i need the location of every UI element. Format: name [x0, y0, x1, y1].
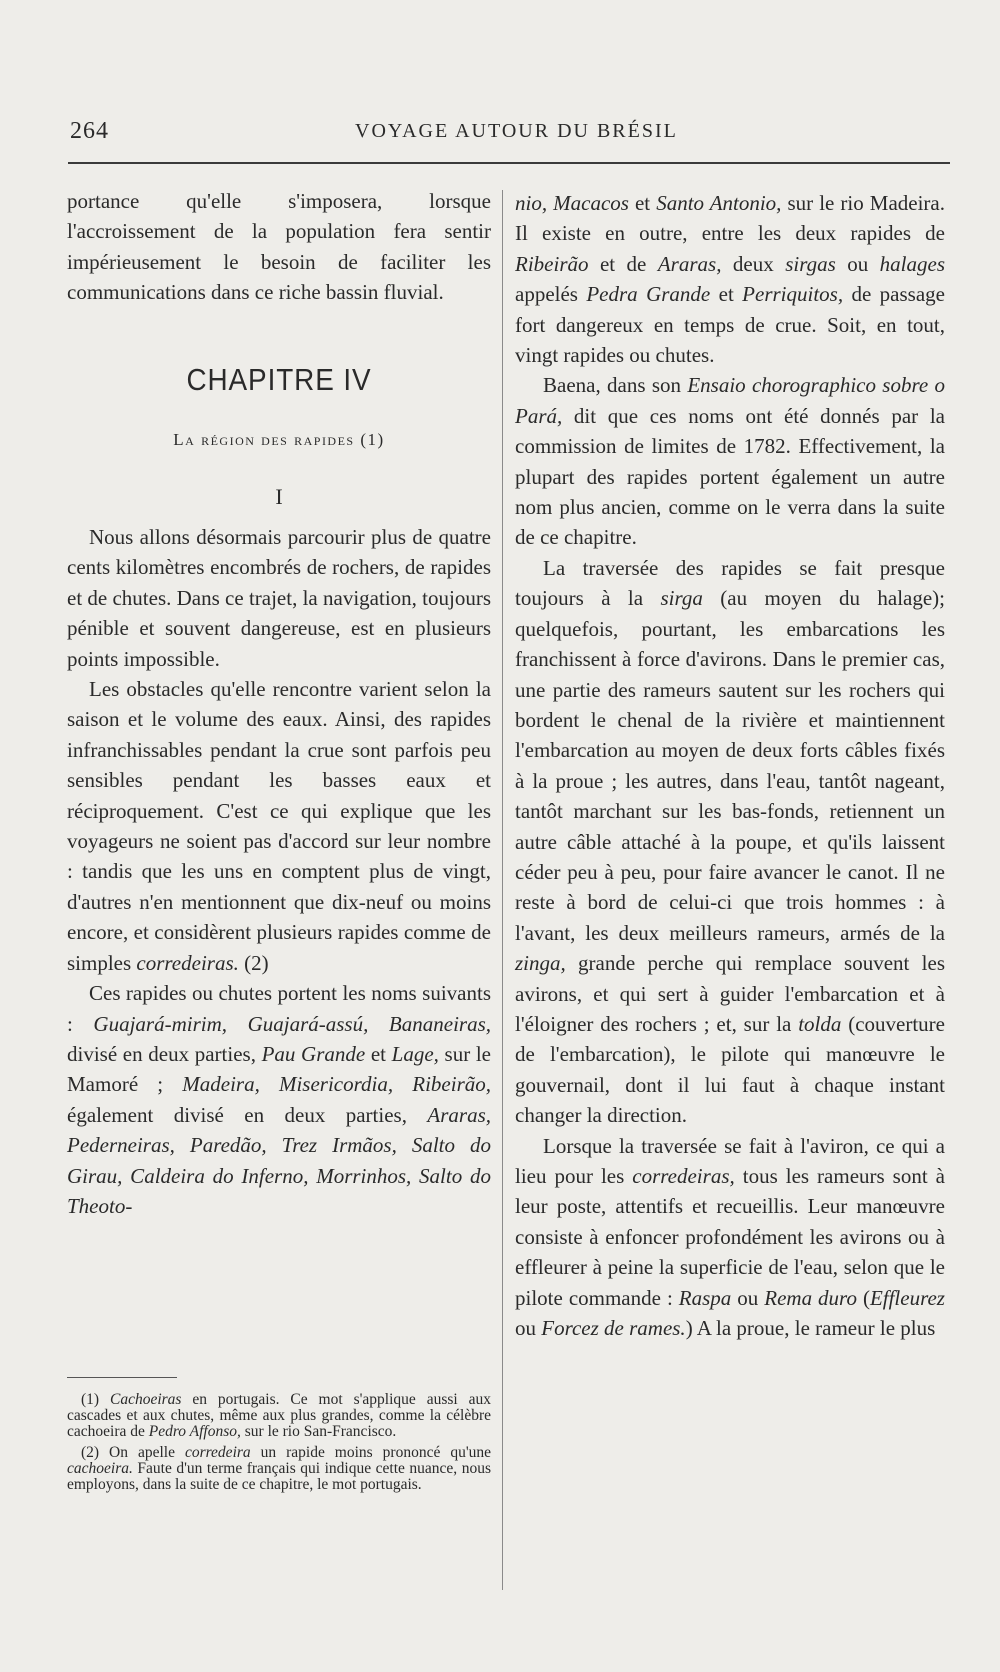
italic-term: Cachoeiras	[110, 1391, 182, 1408]
section-number: I	[275, 484, 283, 509]
text-run: en portugais. Ce mot s'applique aussi aux cascades et aux chutes, même aux plus grandes, comme la célèbre cachoeira de	[67, 1391, 491, 1441]
italic-term: sirga	[660, 586, 703, 611]
text-run: ou	[731, 1285, 765, 1310]
footnote-1	[67, 1392, 491, 1441]
italic-term: Guajará-mirim, Guajará-assú, Bananeiras,	[93, 1011, 491, 1036]
text-run: Faute d'un terme français qui indique cette nuance, nous employons, dans la suite de ce chapitre, le mot portugais.	[67, 1459, 491, 1494]
running-head	[70, 118, 950, 148]
italic-term: zinga,	[515, 951, 566, 976]
running-title: VOYAGE AUTOUR DU BRÉSIL	[355, 120, 678, 142]
text-run: (couverture de l'embarcation), le pilote qui manœuvre le gouvernail, dont il lui faut à chaque instant changer la direction.	[515, 1011, 945, 1128]
text-run: un rapide moins prononcé qu'une	[250, 1443, 491, 1461]
text-run: dit que ces noms ont été donnés par la commission de limites de 1782. Effectivement, la plupart des rapides portent également un autre nom plus ancien, comme on le verra dans la suite de ce chapitre.	[515, 403, 945, 550]
text-run: Baena, dans son	[543, 373, 688, 398]
italic-term: Pau Grande	[261, 1041, 366, 1066]
section-title: La région des rapides (1)	[173, 430, 385, 449]
italic-term: Araras, Pederneiras, Paredão, Trez Irmãos, Salto do Girau, Caldeira do Inferno, Morrinhos, Salto do Theoto-	[67, 1102, 491, 1218]
right-column	[515, 188, 945, 1343]
text-run: Ces rapides ou chutes portent les noms suivants :	[67, 981, 491, 1036]
term: corredeiras.	[136, 950, 239, 975]
text-run: (2)	[238, 950, 269, 975]
italic-term: nio, Macacos	[515, 191, 629, 215]
text-run: divisé en deux parties,	[67, 1041, 262, 1066]
text-run: (au moyen du halage); quelquefois, pourtant, les embarcations les franchissent à force d'avirons. Dans le premier cas, une partie des rameurs sautent sur les rochers qui bordent le chenal de la rivière et maintiennent l'embarcation au moyen de deux forts câbles fixés à la proue ; les autres, dans l'eau, tantôt nageant, tantôt marchant sur les bas-fonds, retiennent un autre câble attaché à la poupe, et qu'ils laissent céder peu à peu, pour faire avancer le canot. Il ne reste à bord de celui-ci que trois hommes : à l'avant, les deux meilleurs rameurs, armés de la	[515, 586, 946, 945]
left-column	[67, 186, 491, 308]
footnote-rule	[67, 1377, 177, 1378]
text-run: sur le rio Madeira. Il existe en outre, entre les deux rapides de	[515, 191, 945, 246]
paragraph-continuation	[515, 188, 945, 370]
paragraph	[67, 674, 491, 978]
italic-term: Effleurez	[869, 1285, 945, 1310]
paragraph	[515, 370, 945, 552]
italic-term: sirgas	[785, 251, 836, 276]
paragraph	[515, 553, 945, 1131]
italic-term: Pedro Affonso,	[148, 1423, 241, 1441]
footnote-2	[67, 1445, 491, 1494]
italic-term: corredeiras,	[632, 1164, 735, 1188]
text-run: tous les rameurs sont à leur poste, attentifs et recueillis. Leur manœuvre consiste à enfoncer profondément les avirons ou à effleurer à peine la superficie de l'eau, selon que le pilote commande :	[515, 1164, 945, 1310]
column-divider	[502, 190, 503, 1590]
italic-term: Rema duro	[764, 1285, 857, 1310]
paragraph-rapids-list	[67, 978, 491, 1221]
italic-term: Madeira, Misericordia, Ribeirão,	[182, 1072, 491, 1097]
text-run: également divisé en deux parties,	[67, 1102, 428, 1127]
text-run: appelés	[515, 282, 587, 307]
text-run: (	[856, 1285, 870, 1310]
page-number: 264	[70, 118, 109, 144]
italic-term: Perriquitos,	[742, 282, 844, 307]
text-run: sur le Mamoré ;	[67, 1041, 492, 1097]
italic-term: Araras,	[657, 251, 722, 276]
italic-term: halages	[879, 251, 945, 276]
text-run: ) A la proue, le rameur le plus	[685, 1316, 936, 1341]
text-run: de passage fort dangereux en temps de crue. Soit, en tout, vingt rapides ou chutes.	[515, 282, 945, 368]
text-run: et	[628, 191, 657, 215]
paragraph: Nous allons désormais parcourir plus de quatre cents kilomètres encombrés de rochers, de rapides et de chutes. Dans ce trajet, la navigation, toujours pénible et souvent dangereuse, est en plusieurs points impossible.	[67, 525, 491, 671]
italic-term: Pedra Grande	[586, 282, 711, 307]
italic-term: Raspa	[678, 1285, 732, 1310]
italic-term: Forcez de rames.	[541, 1316, 686, 1341]
italic-term: Ensaio chorographico sobre o Pará,	[515, 373, 945, 428]
text-run: La traversée des rapides se fait presque toujours à la	[515, 555, 945, 611]
text-run: deux	[721, 251, 786, 276]
footnotes	[67, 1392, 491, 1497]
text-run: sur le rio San-Francisco.	[240, 1423, 397, 1441]
header-rule	[68, 162, 950, 164]
text-run: Lorsque la traversée se fait à l'aviron, ce qui a lieu pour les	[515, 1133, 945, 1188]
italic-term: Ribeirão	[515, 251, 589, 276]
text-run: ou	[515, 1316, 542, 1341]
italic-term: tolda	[798, 1011, 842, 1036]
text-run: (1)	[81, 1391, 110, 1408]
text-run: grande perche qui remplace souvent les avirons, et qui sert à guider l'embarcation et à l'éloigner des rochers ; et, sur la	[515, 951, 945, 1036]
text-run: ou	[835, 251, 880, 276]
text-run: et	[365, 1041, 392, 1066]
text-run: et de	[588, 251, 658, 276]
left-column-body	[67, 522, 491, 1221]
paragraph-continuation: portance qu'elle s'imposera, lorsque l'accroissement de la population fera sentir impérieusement le besoin de faciliter les communications dans ce riche bassin fluvial.	[67, 189, 491, 305]
text-run: (2)	[81, 1443, 110, 1461]
chapter-heading: CHAPITRE IV	[186, 362, 372, 397]
text-run: Les obstacles qu'elle rencontre varient selon la saison et le volume des eaux. Ainsi, des rapides infranchissables pendant la crue sont parfois peu sensibles pendant les basses eaux et réciproquement. C'est ce qui explique que les voyageurs ne soient pas d'accord sur leur nombre : tandis que les uns en comptent plus de vingt, d'autres n'en mentionnent que dix-neuf ou moins encore, et considèrent plusieurs rapides comme de simples	[67, 677, 491, 975]
italic-term: corredeira	[184, 1443, 251, 1461]
italic-term: Lage,	[391, 1041, 439, 1066]
italic-term: cachoeira.	[67, 1459, 133, 1477]
italic-term: Santo Antonio,	[656, 191, 782, 215]
text-run: On apelle	[109, 1443, 185, 1461]
text-run: et	[710, 282, 743, 307]
paragraph	[515, 1131, 945, 1344]
